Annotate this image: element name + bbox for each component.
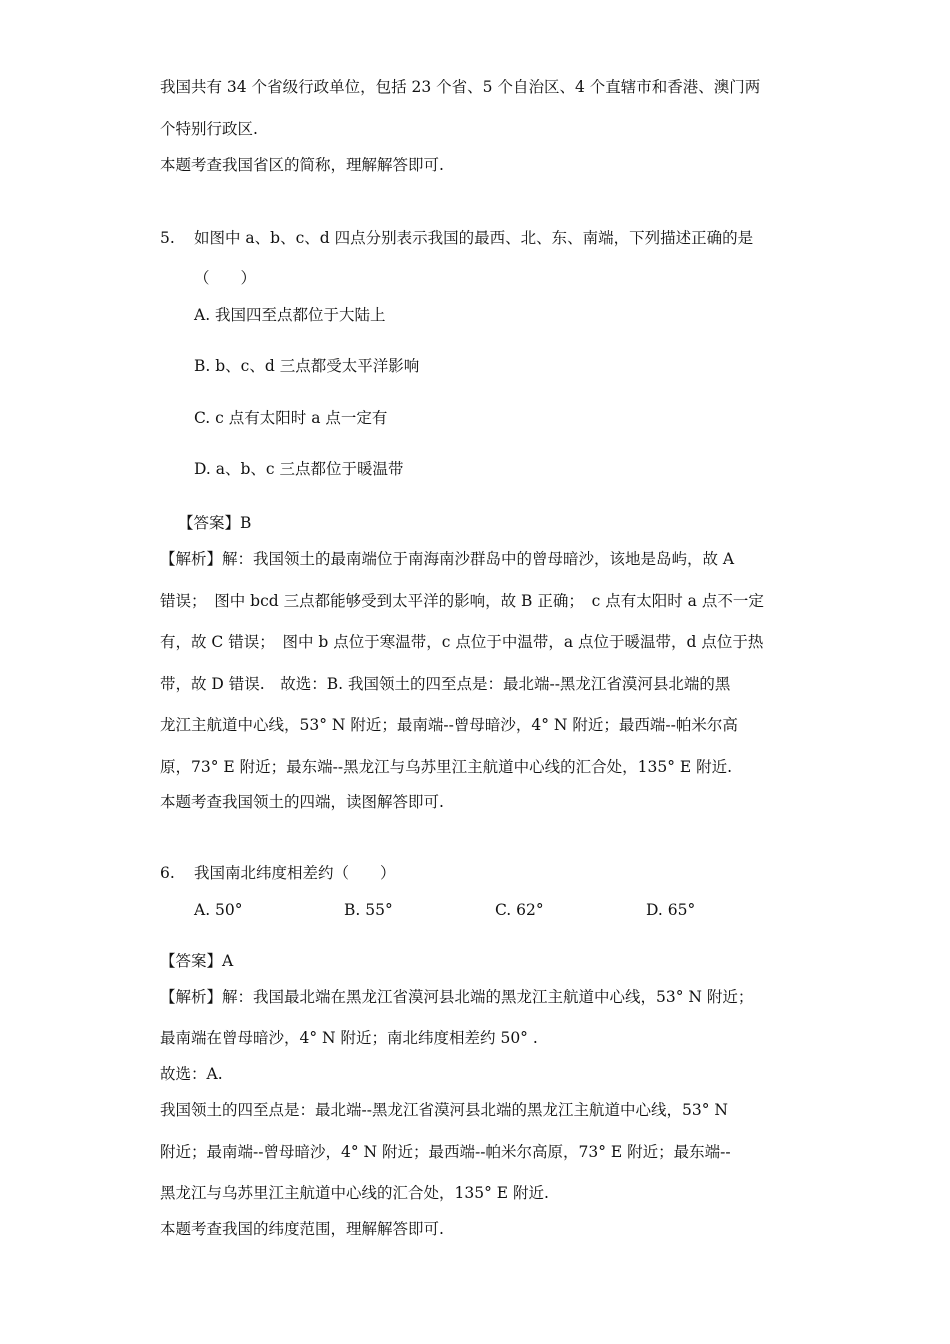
- q5-answer: 【答案】B: [178, 514, 252, 532]
- q5-analysis-line-7: 本题考查我国领土的四端，读图解答即可.: [160, 793, 444, 811]
- intro-line-2: 个特别行政区.: [160, 120, 258, 138]
- q6-analysis-line-4: 我国领土的四至点是：最北端--黑龙江省漠河县北端的黑龙江主航道中心线，53° N: [160, 1101, 728, 1119]
- q6-option-a: A. 50°: [194, 901, 243, 919]
- q5-option-c: C. c 点有太阳时 a 点一定有: [194, 409, 388, 427]
- q6-analysis-line-5: 附近；最南端--曾母暗沙，4° N 附近；最西端--帕米尔高原，73° E 附近；最东端--: [160, 1143, 731, 1161]
- q6-stem: 我国南北纬度相差约（ ）: [194, 864, 396, 882]
- q6-analysis-line-6: 黑龙江与乌苏里江主航道中心线的汇合处，135° E 附近.: [160, 1184, 549, 1202]
- q5-analysis-line-3: 有，故 C 错误； 图中 b 点位于寒温带，c 点位于中温带，a 点位于暖温带，d 点位于热: [160, 633, 764, 651]
- intro-line-3: 本题考查我国省区的简称，理解解答即可.: [160, 156, 444, 174]
- q5-analysis-line-2: 错误； 图中 bcd 三点都能够受到太平洋的影响，故 B 正确； c 点有太阳时 a 点不一定: [160, 592, 764, 610]
- q6-number: 6.: [160, 864, 175, 882]
- q6-analysis-line-3: 故选：A.: [160, 1065, 223, 1083]
- q6-analysis-line-1: 【解析】解：我国最北端在黑龙江省漠河县北端的黑龙江主航道中心线，53° N 附近；: [160, 988, 754, 1006]
- q5-analysis-line-5: 龙江主航道中心线，53° N 附近；最南端--曾母暗沙，4° N 附近；最西端--帕米尔高: [160, 716, 738, 734]
- q6-analysis-line-7: 本题考查我国的纬度范围，理解解答即可.: [160, 1220, 444, 1238]
- q6-option-c: C. 62°: [495, 901, 544, 919]
- q6-analysis-line-2: 最南端在曾母暗沙，4° N 附近；南北纬度相差约 50° .: [160, 1029, 538, 1047]
- intro-line-1: 我国共有 34 个省级行政单位，包括 23 个省、5 个自治区、4 个直辖市和香港、澳门两: [160, 78, 761, 96]
- q5-analysis-line-4: 带，故 D 错误. 故选：B. 我国领土的四至点是：最北端--黑龙江省漠河县北端的黑: [160, 675, 731, 693]
- q5-number: 5.: [160, 229, 175, 247]
- q6-answer: 【答案】A: [160, 952, 234, 970]
- q5-option-a: A. 我国四至点都位于大陆上: [194, 306, 386, 324]
- q5-option-b: B. b、c、d 三点都受太平洋影响: [194, 357, 420, 375]
- q5-stem-line-1: 如图中 a、b、c、d 四点分别表示我国的最西、北、东、南端，下列描述正确的是: [194, 229, 754, 247]
- q5-analysis-line-6: 原，73° E 附近；最东端--黑龙江与乌苏里江主航道中心线的汇合处，135° E 附近.: [160, 758, 733, 776]
- q5-stem-line-2: （ ）: [194, 269, 257, 287]
- q6-option-d: D. 65°: [646, 901, 696, 919]
- q5-analysis-line-1: 【解析】解：我国领土的最南端位于南海南沙群岛中的曾母暗沙，该地是岛屿，故 A: [160, 550, 735, 568]
- q6-option-b: B. 55°: [344, 901, 393, 919]
- q5-option-d: D. a、b、c 三点都位于暖温带: [194, 460, 404, 478]
